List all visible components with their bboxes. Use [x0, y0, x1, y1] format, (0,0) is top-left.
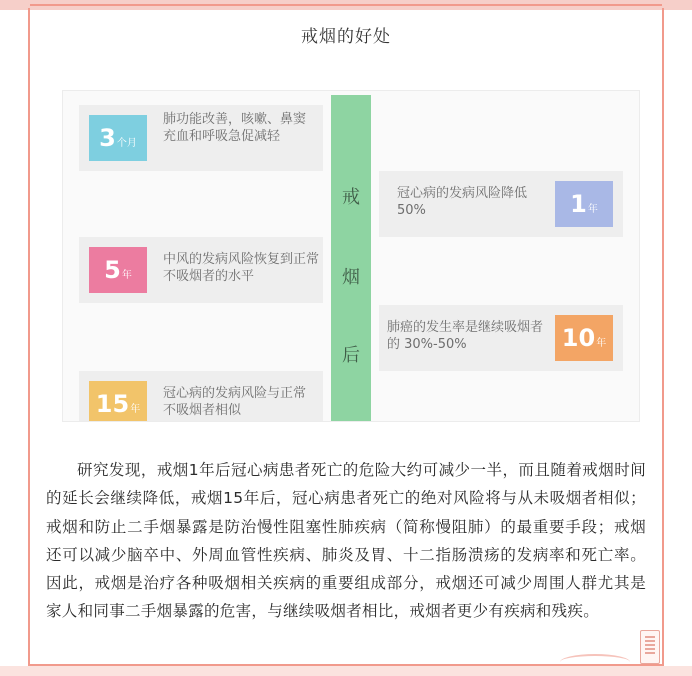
milestone-card-15-years — [79, 371, 323, 422]
milestone-badge-5-years — [89, 247, 147, 293]
milestone-badge-15-years — [89, 381, 147, 422]
decorative-curl — [560, 654, 630, 670]
right-border-line — [662, 8, 664, 664]
body-paragraph: 研究发现，戒烟1年后冠心病患者死亡的危险大约可减少一半，而且随着戒烟时间的延长会继续降低，戒烟15年后，冠心病患者死亡的绝对风险将与从未吸烟者相似；戒烟和防止二手烟暴露是防治慢性阻塞性肺疾病（简称慢阻肺）的最重要手段；戒烟还可以减少脑卒中、外周血管性疾病、肺炎及胃、十二指肠溃疡的发病率和死亡率。因此，戒烟是治疗各种吸烟相关疾病的重要组成部分，戒烟还可减少周围人群尤其是家人和同事二手烟暴露的危害，与继续吸烟者相比，戒烟者更少有疾病和残疾。 — [46, 461, 646, 621]
badge-unit: 年 — [587, 204, 598, 215]
milestone-badge-1-year — [555, 181, 613, 227]
article-title: 戒烟的好处 — [301, 27, 391, 47]
badge-number: 1 — [570, 190, 587, 218]
milestone-card-1-year — [379, 171, 623, 237]
badge-unit: 年 — [596, 338, 607, 349]
left-border-line — [28, 8, 30, 664]
milestone-text: 肺功能改善，咳嗽、鼻窦充血和呼吸急促减轻 — [163, 112, 307, 144]
quit-smoking-infographic — [62, 90, 640, 422]
spine-char-3: 后 — [342, 345, 360, 366]
spine-char-2: 烟 — [342, 267, 360, 288]
badge-unit: 年 — [121, 270, 132, 281]
badge-unit: 个月 — [116, 138, 137, 149]
milestone-text: 冠心病的发病风险降低 50% — [397, 186, 528, 218]
milestone-text: 肺癌的发生率是继续吸烟者的 30%-50% — [387, 320, 544, 352]
badge-number: 5 — [104, 256, 121, 284]
milestone-badge-3-months — [89, 115, 147, 161]
decorative-stamp-icon — [640, 630, 660, 664]
milestone-card-3-months — [79, 105, 323, 171]
milestone-card-5-years — [79, 237, 323, 303]
badge-number: 15 — [95, 390, 130, 418]
top-border-line — [30, 4, 662, 6]
spine-char-1: 戒 — [342, 187, 360, 208]
timeline-spine — [331, 95, 371, 422]
milestone-badge-10-years — [555, 315, 613, 361]
badge-number: 3 — [99, 124, 116, 152]
milestone-text: 中风的发病风险恢复到正常不吸烟者的水平 — [163, 252, 320, 284]
badge-number: 10 — [561, 324, 596, 352]
badge-unit: 年 — [130, 404, 141, 415]
milestone-card-10-years — [379, 305, 623, 371]
milestone-text: 冠心病的发病风险与正常不吸烟者相似 — [163, 386, 307, 418]
